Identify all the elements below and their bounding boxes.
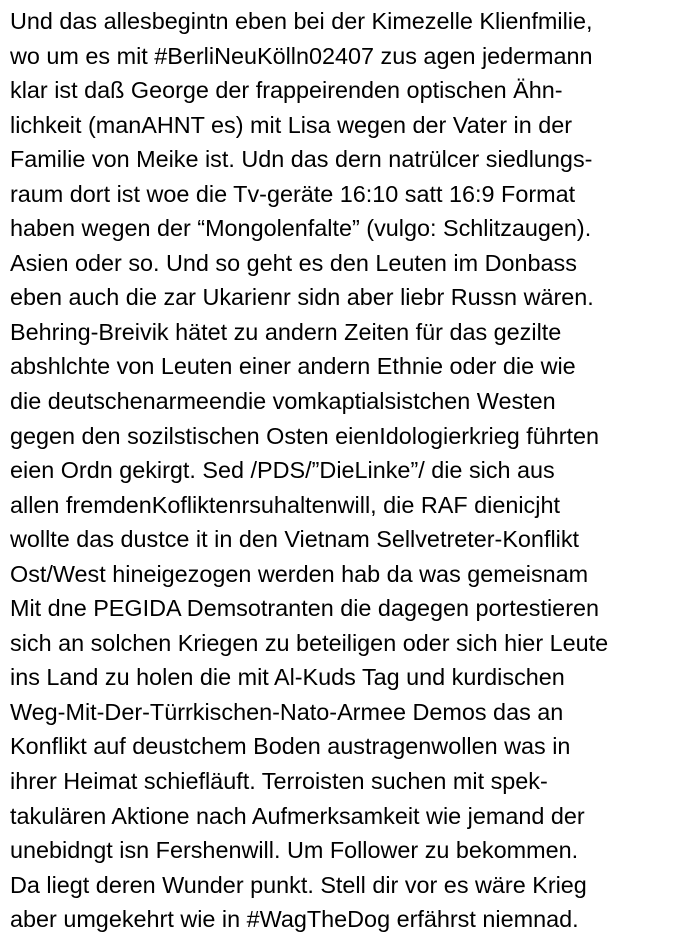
text-line: lichkeit (manAHNT es) mit Lisa wegen der Vater in der	[10, 111, 573, 138]
text-line: Familie von Meike ist. Udn das dern natrülcer siedlungs-	[10, 146, 593, 173]
text-line: wollte das dustce it in den Vietnam Sellvetreter-Konflikt	[10, 526, 580, 553]
text-line: aber umgekehrt wie in #WagTheDog erfährst niemnad.	[10, 906, 579, 933]
body-text	[10, 4, 680, 937]
text-line: Und das allesbegintn eben bei der Kimezelle Klienfmilie,	[10, 8, 593, 34]
text-line: klar ist daß George der frappeirenden optischen Ähn-	[10, 77, 563, 104]
text-line: Behring-Breivik hätet zu andern Zeiten für das gezilte	[10, 318, 562, 345]
text-line: allen fremdenKofliktenrsuhaltenwill, die RAF dienicjht	[10, 491, 560, 518]
text-line: eien Ordn gekirgt. Sed /PDS/”DieLinke”/ die sich aus	[10, 457, 555, 484]
text-line: gegen den sozilstischen Osten eienIdologierkrieg führten	[10, 422, 600, 449]
text-line: ihrer Heimat schiefläuft. Terroisten suchen mit spek-	[10, 768, 548, 795]
text-line: unebidngt isn Fershenwill. Um Follower zu bekommen.	[10, 837, 579, 864]
text-line: die deutschenarmeendie vomkaptialsistchen Westen	[10, 388, 556, 415]
text-line: eben auch die zar Ukarienr sidn aber liebr Russn wären.	[10, 284, 594, 311]
text-line: raum dort ist woe die Tv-geräte 16:10 satt 16:9 Format	[10, 180, 576, 207]
text-line: haben wegen der “Mongolenfalte” (vulgo: Schlitzaugen).	[10, 215, 592, 242]
text-line: Mit dne PEGIDA Demsotranten die dagegen portestieren	[10, 595, 600, 622]
text-line: ins Land zu holen die mit Al-Kuds Tag und kurdischen	[10, 664, 565, 691]
text-line: takulären Aktione nach Aufmerksamkeit wie jemand der	[10, 802, 585, 829]
text-line: abshlchte von Leuten einer andern Ethnie oder die wie	[10, 353, 576, 380]
text-line: Da liegt deren Wunder punkt. Stell dir vor es wäre Krieg	[10, 871, 587, 898]
text-line: sich an solchen Kriegen zu beteiligen oder sich hier Leute	[10, 629, 609, 656]
text-line: Asien oder so. Und so geht es den Leuten im Donbass	[10, 249, 577, 276]
text-line: Konflikt auf deustchem Boden austragenwollen was in	[10, 733, 571, 760]
text-line: wo um es mit #BerliNeuKölln02407 zus agen jedermann	[10, 42, 593, 69]
text-line: Weg-Mit-Der-Türrkischen-Nato-Armee Demos das an	[10, 698, 564, 725]
text-line: Ost/West hineigezogen werden hab da was gemeisnam	[10, 560, 589, 587]
